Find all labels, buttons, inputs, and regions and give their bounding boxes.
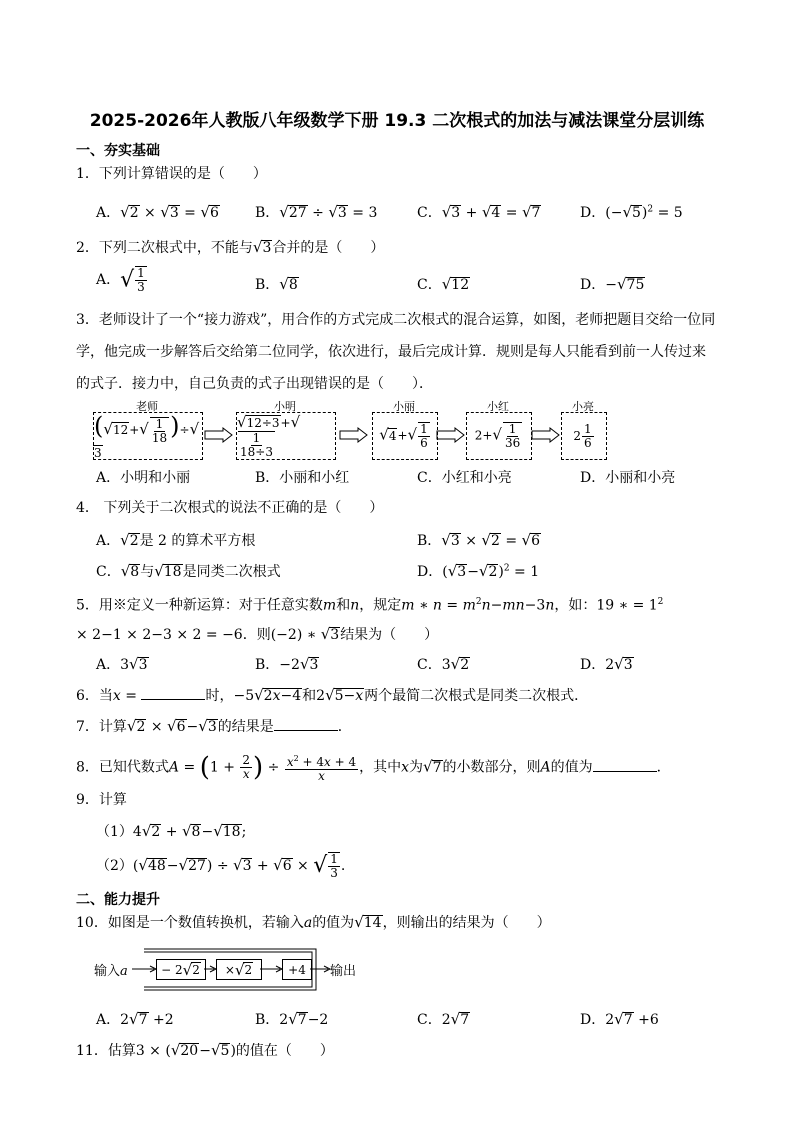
question-10-stem: 10．如图是一个数值转换机，若输入a的值为√14，则输出的结果为（ ）	[76, 913, 551, 931]
q9-part-1: （1）4√2 + √8−√18;	[96, 822, 247, 840]
section-heading-advanced: 二、能力提升	[76, 892, 160, 908]
q2-option-c-expr: √12	[441, 275, 470, 293]
relay-arrow-1	[205, 428, 233, 442]
relay-label-xiaohong: 小红	[487, 400, 509, 413]
question-3-line-3: 的式子．接力中，自己负责的式子出现错误的是（ ）．	[76, 376, 433, 392]
q4-option-a[interactable]: A．√2是 2 的算术平方根	[96, 531, 256, 549]
question-11: 11．估算3 × (√20−√5)的值在（ ）	[76, 1041, 334, 1059]
q5-option-d[interactable]: D．2√3	[580, 655, 633, 673]
q10-option-c[interactable]: C．2√7	[417, 1010, 470, 1028]
q1-option-a-expr: √2 × √3 = √6	[120, 203, 219, 221]
q2-option-b[interactable]	[255, 274, 299, 294]
q3-option-c[interactable]: C．小红和小亮	[417, 470, 512, 486]
relay-box-xiaoming	[236, 412, 336, 460]
question-5-line-2: × 2−1 × 2−3 × 2 = −6．则(−2) ∗ √3结果为（ ）	[76, 625, 439, 643]
q1-option-d-label: D．	[580, 205, 606, 221]
q2-option-c-label: C．	[417, 277, 442, 293]
q3-option-a[interactable]: A．小明和小丽	[96, 470, 191, 486]
q3-option-b[interactable]: B．小丽和小红	[255, 470, 350, 486]
relay-expr-xiaoliang: 2 $\frac{1}{6}$	[573, 421, 592, 450]
q6-answer-blank[interactable]	[141, 687, 205, 700]
q1-option-d-expr: $(-√5)^2 = 5$	[605, 203, 683, 221]
converter-input-label: 输入a	[94, 964, 128, 979]
question-4-stem: 4． 下列关于二次根式的说法不正确的是（ ）	[76, 500, 384, 516]
q1-option-c-label: C．	[417, 205, 442, 221]
q1-option-a-label: A．	[96, 205, 121, 221]
q2-option-c[interactable]	[417, 274, 470, 294]
relay-expr-teacher: (√12+√ $\frac{1}{18}$ )÷√3	[94, 412, 200, 460]
question-9-stem: 9．计算	[76, 792, 127, 808]
relay-expr-xiaoming: √12÷3+√ $\frac{1}{18\div 3}$	[237, 413, 301, 459]
q10-option-b[interactable]: B．2√7−2	[255, 1010, 329, 1028]
page-title: 2025-2026年人教版八年级数学下册 19.3 二次根式的加法与减法课堂分层训练	[89, 111, 705, 131]
relay-label-teacher: 老师	[136, 400, 158, 413]
section-heading-basic: 一、夯实基础	[76, 143, 160, 159]
question-3-line-2: 学，他完成一步解答后交给第二位同学，依次进行，最后完成计算．规则是每人只能看到前一人传过来	[76, 344, 706, 360]
question-1-stem: 1．下列计算错误的是（ ）	[76, 166, 267, 182]
q5-option-a[interactable]: A．3√3	[96, 655, 148, 673]
q2-option-d-label: D．	[580, 277, 606, 293]
q2-option-b-label: B．	[255, 277, 280, 293]
q1-option-a[interactable]	[96, 202, 220, 222]
question-6: 6．当x = 时，−5√2x−4和2√5−x两个最简二次根式是同类二次根式．	[76, 686, 589, 704]
q2-option-d[interactable]	[580, 274, 645, 294]
q9-part-2: （2）(√48−√27) ÷ √3 + √6 × √ $\frac{1}{3}$ .	[96, 852, 346, 880]
relay-label-xiaoliang: 小亮	[572, 400, 594, 413]
relay-arrow-3	[437, 428, 465, 442]
converter-step-plus-4: +4	[282, 959, 312, 980]
relay-expr-xiaohong: 2+√ $\frac{1}{36}$	[474, 422, 521, 450]
q1-option-b-label: B．	[255, 205, 280, 221]
relay-box-xiaohong	[466, 412, 532, 460]
q2-option-b-expr: √8	[279, 275, 298, 293]
relay-label-xiaoli: 小丽	[393, 400, 415, 413]
q10-option-d[interactable]: D．2√7 +6	[580, 1010, 659, 1028]
question-2-stem: 2．下列二次根式中，不能与√3合并的是（ ）	[76, 238, 385, 256]
relay-arrow-2	[340, 428, 368, 442]
converter-output-label: 输出	[330, 964, 357, 979]
q2-option-a-label: A．	[96, 272, 121, 288]
converter-step-times-sqrt2: × √ 2	[216, 959, 262, 980]
q4-option-d[interactable]: D．$(√3-√2)^2 = 1$	[417, 562, 540, 580]
relay-box-teacher	[93, 412, 203, 460]
q1-option-c[interactable]	[417, 202, 541, 222]
relay-box-xiaoliang	[561, 412, 607, 460]
question-8: 8．已知代数式A = (1 + $\frac{2}{x}$ ) ÷ $\frac{x^2 + 4x + 4}{x}$ ，其中x为√7的小数部分，则A的值为 ．	[76, 752, 671, 783]
q10-option-a[interactable]: A．2√7 +2	[96, 1010, 174, 1028]
question-3-line-1: 3．老师设计了一个“接力游戏”，用合作的方式完成二次根式的混合运算，如图，老师把题目交给一位同	[76, 312, 716, 328]
q2-option-a[interactable]	[96, 266, 148, 294]
q5-option-c[interactable]: C．3√2	[417, 655, 470, 673]
q8-answer-blank[interactable]	[593, 759, 657, 772]
q4-option-c[interactable]: C．√8与√18是同类二次根式	[96, 562, 281, 580]
q5-option-b[interactable]: B．−2√3	[255, 655, 319, 673]
q3-option-d[interactable]: D．小丽和小亮	[580, 470, 676, 486]
relay-arrow-4	[532, 428, 560, 442]
q4-option-b[interactable]: B．√3 × √2 = √6	[417, 531, 541, 549]
relay-label-xiaoming: 小明	[274, 400, 296, 413]
question-5-line-1: 5．用※定义一种新运算：对于任意实数m和n，规定m ∗ $n = m^2n-mn-3n$，如：19 ∗ = $1^2$	[76, 597, 664, 614]
q1-option-d[interactable]	[580, 202, 683, 222]
q1-option-c-expr: √3 + √4 = √7	[441, 203, 541, 221]
q7-answer-blank[interactable]	[274, 718, 338, 731]
question-7: 7．计算√2 × √6−√3的结果是 ．	[76, 717, 352, 735]
q2-option-d-expr: −√75	[605, 275, 645, 293]
relay-box-xiaoli	[372, 412, 438, 460]
q1-option-b[interactable]	[255, 202, 377, 222]
q2-option-a-expr: √ $\frac{1}{3}$	[120, 266, 145, 294]
converter-step-minus-2sqrt2: − 2 √ 2	[156, 959, 206, 980]
q1-option-b-expr: √27 ÷ √3 = 3	[279, 203, 378, 221]
relay-expr-xiaoli: √4+√ $\frac{1}{6}$	[379, 422, 428, 450]
